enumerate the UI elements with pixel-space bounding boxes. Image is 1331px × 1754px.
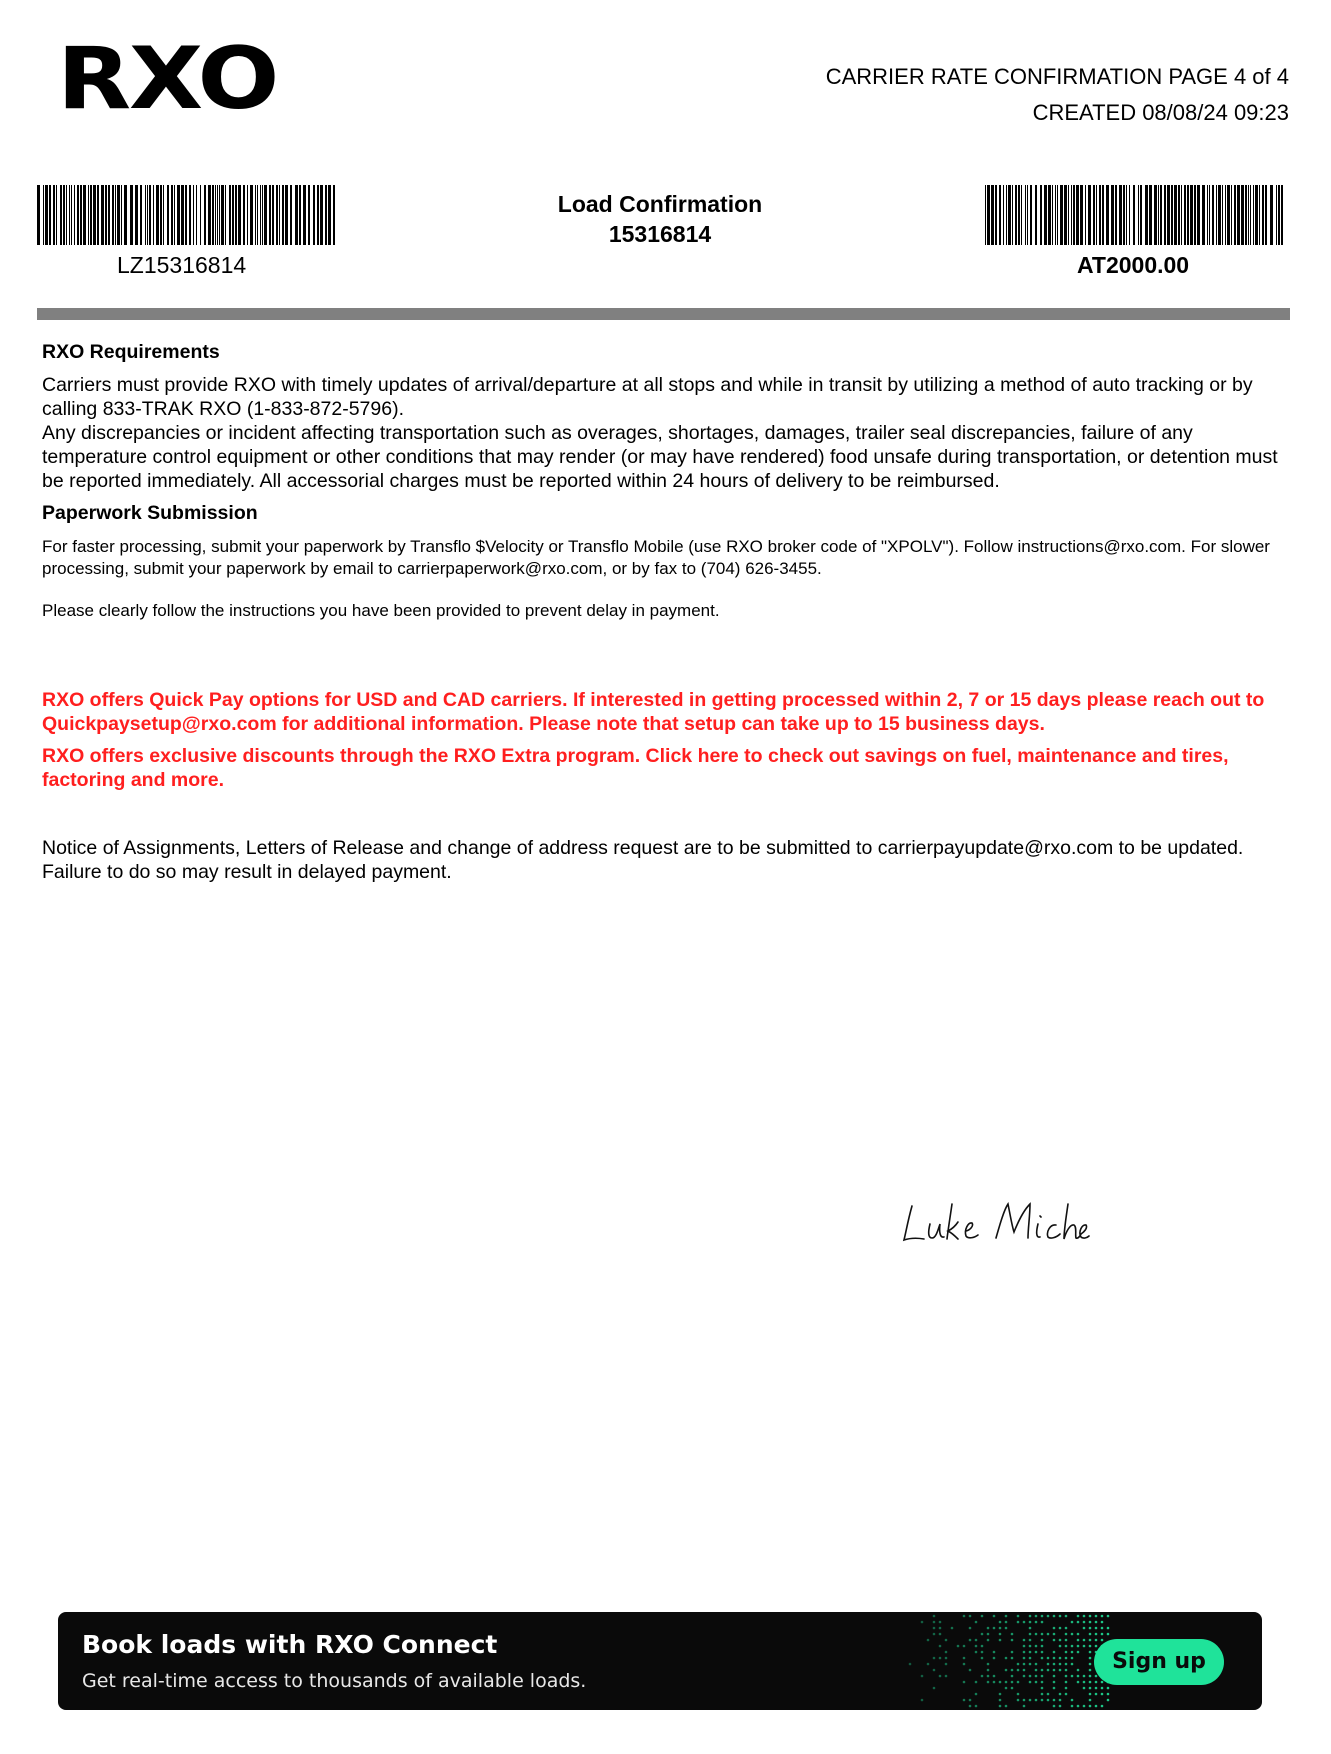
rxo-connect-banner[interactable]: [58, 1612, 1262, 1710]
banner-dot-pattern: [888, 1612, 1118, 1710]
paperwork-para-2: Please clearly follow the instructions you have been provided to prevent delay in payment.: [42, 601, 720, 620]
paperwork-para-1: For faster processing, submit your paperwork by Transflo $Velocity or Transflo Mobile (use RXO broker code of "XPOLV"). Follow instructions@rxo.com. For slower processing, submit your paperwork by email to carrierpaperwork@rxo.com, or by fax to (704) 626-3455.: [42, 537, 1270, 578]
banner-title: Book loads with RXO Connect: [82, 1630, 498, 1659]
barcode-left: [37, 185, 337, 245]
section-divider: [37, 308, 1290, 320]
load-number: 15316814: [608, 221, 712, 247]
rxo-extra-notice[interactable]: RXO offers exclusive discounts through the RXO Extra program. Click here to check out savings on fuel, maintenance and tires, factoring and more.: [42, 745, 1229, 791]
rxo-logo: RXO: [57, 29, 278, 129]
requirements-para-1: Carriers must provide RXO with timely updates of arrival/departure at all stops and while in transit by utilizing a method of auto tracking or by calling 833-TRAK RXO (1-833-872-5796).: [42, 374, 1253, 420]
created-timestamp: CREATED 08/08/24 09:23: [1032, 100, 1289, 125]
barcode-right: [985, 185, 1285, 245]
barcode-left-label: LZ15316814: [117, 252, 247, 278]
signature: [900, 1198, 1090, 1248]
page-indicator: CARRIER RATE CONFIRMATION PAGE 4 of 4: [825, 64, 1289, 89]
notices-section: [42, 688, 1292, 884]
barcode-right-label: AT2000.00: [1077, 252, 1190, 278]
load-confirmation-title: Load Confirmation: [557, 191, 763, 217]
banner-subtitle: Get real-time access to thousands of available loads.: [82, 1670, 587, 1692]
assignments-notice: Notice of Assignments, Letters of Release and change of address request are to be submitted to carrierpayupdate@rxo.com to be updated. Failure to do so may result in delayed payment.: [42, 837, 1244, 883]
sign-up-button[interactable]: Sign up: [1094, 1639, 1224, 1685]
requirements-section: [42, 340, 1292, 622]
requirements-para-2: Any discrepancies or incident affecting transportation such as overages, shortages, damages, trailer seal discrepancies, failure of any temperature control equipment or other conditions that may render (or may have rendered) food unsafe during transportation, or detention must be reported immediately. All accessorial charges must be reported within 24 hours of delivery to be reimbursed.: [42, 422, 1278, 492]
requirements-heading: RXO Requirements: [42, 341, 220, 363]
paperwork-heading: Paperwork Submission: [42, 502, 258, 524]
quickpay-notice: RXO offers Quick Pay options for USD and CAD carriers. If interested in getting processed within 2, 7 or 15 days please reach out to Quickpaysetup@rxo.com for additional information. Please note that setup can take up to 15 business days.: [42, 689, 1265, 735]
